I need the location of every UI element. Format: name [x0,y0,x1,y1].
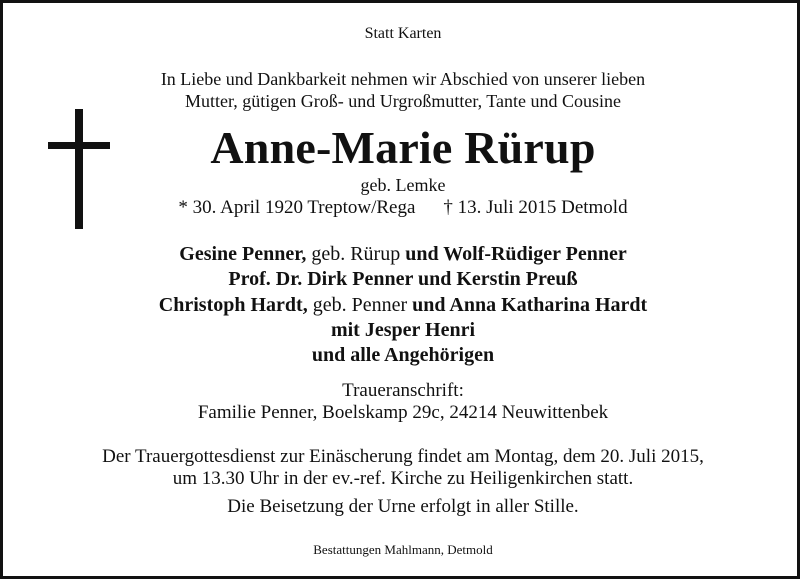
mourning-address: Familie Penner, Boelskamp 29c, 24214 Neuwittenbek [197,402,609,423]
death-date: † 13. Juli 2015 Detmold [443,197,628,218]
deceased-name: Anne-Marie Rürup [210,122,596,173]
header-text: Statt Karten [364,25,442,42]
mourner-line-3 [3,294,800,317]
service-line-1: Der Trauergottesdienst zur Einäscherung findet am Montag, dem 20. Juli 2015, [102,446,704,467]
funeral-home: Bestattungen Mahlmann, Detmold [313,542,493,557]
life-dates [3,197,800,219]
mourner-name: Prof. Dr. Dirk Penner und Kerstin Preuß [228,268,578,290]
birth-date: * 30. April 1920 Treptow/Rega [178,197,416,218]
intro-line-2: Mutter, gütigen Groß- und Urgroßmutter, Tante und Cousine [184,91,622,111]
mourner-line-2 [3,268,800,291]
maiden-name: geb. Lemke [360,175,446,195]
mourner-name: und alle Angehörigen [311,344,495,366]
mourner-note: geb. Penner [307,294,413,316]
mourner-name: und Anna Katharina Hardt [412,294,648,316]
burial-text: Die Beisetzung der Urne erfolgt in aller Stille. [227,496,579,517]
mourner-name: mit Jesper Henri [330,319,476,341]
intro-line-1: In Liebe und Dankbarkeit nehmen wir Abschied von unserer lieben [160,69,646,89]
service-line-2: um 13.30 Uhr in der ev.-ref. Kirche zu Heiligenkirchen statt. [172,468,634,489]
address-label: Traueranschrift: [342,380,464,401]
mourner-name: Christoph Hardt, [158,294,308,316]
mourner-line-4 [3,319,800,342]
mourner-note: geb. Rürup [306,243,406,265]
mourner-name: und Wolf-Rüdiger Penner [405,243,627,265]
mourner-line-5 [3,344,800,367]
mourner-name: Gesine Penner, [179,243,307,265]
mourner-line-1 [3,243,800,266]
